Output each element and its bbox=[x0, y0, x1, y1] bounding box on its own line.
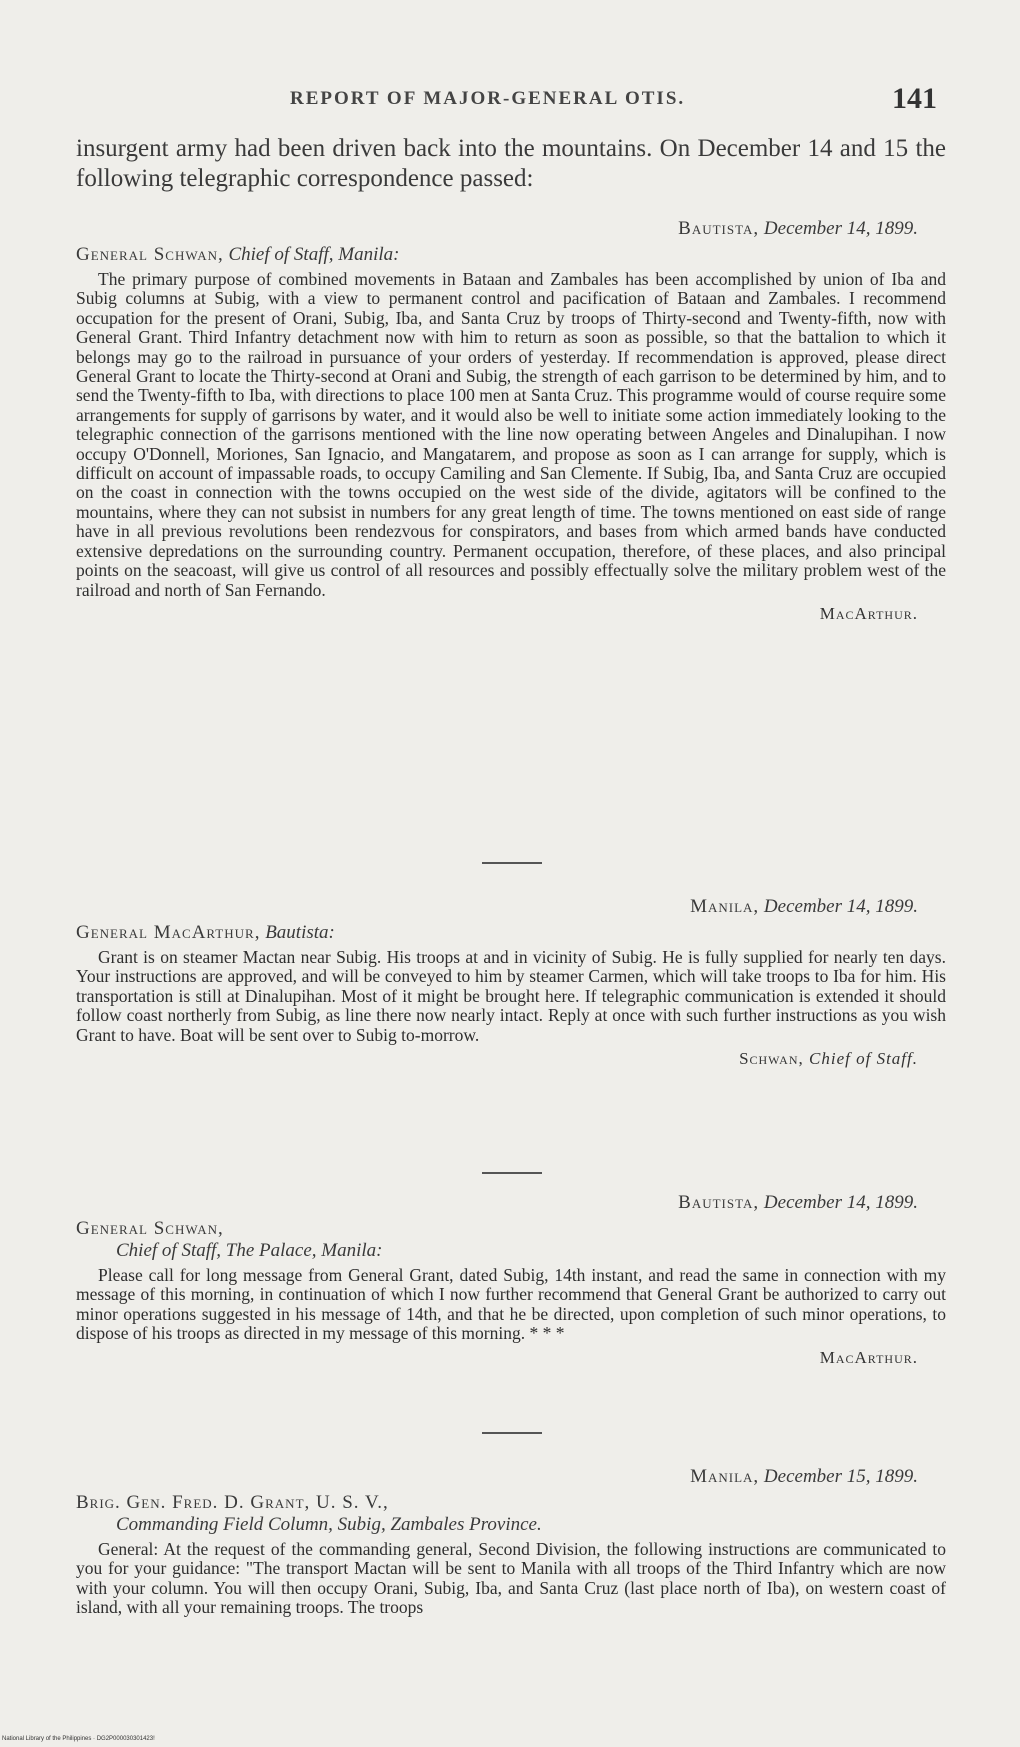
dateline-place: Bautista, bbox=[678, 218, 760, 239]
dateline bbox=[76, 218, 918, 240]
addressee-title: Bautista: bbox=[265, 922, 335, 943]
addressee-name: Brig. Gen. Fred. D. Grant, U. S. V., bbox=[76, 1492, 389, 1513]
archive-footer-id: National Library of the Philippines · DG2P000030301423! bbox=[2, 1736, 155, 1742]
dateline-date: December 15, 1899. bbox=[763, 1466, 918, 1487]
signature bbox=[76, 1049, 918, 1069]
addressee-title: Commanding Field Column, Subig, Zambales Province. bbox=[116, 1514, 542, 1535]
signature bbox=[76, 604, 918, 624]
signature-name: Schwan, bbox=[739, 1049, 804, 1069]
running-title: REPORT OF MAJOR-GENERAL OTIS. bbox=[290, 88, 686, 109]
dateline-date: December 14, 1899. bbox=[763, 896, 918, 917]
dateline bbox=[76, 1466, 918, 1488]
telegram-body: General: At the request of the commanding general, Second Division, the following instructions are communicated to you for your guidance: "The transport Mactan will be sent to Manila with all troops of the Third Infantry which are now with your column. You will then occupy Orani, Subig, Iba, and Santa Cruz (last place north of Iba), on western coast of island, with all your remaining troops. The troops bbox=[76, 1539, 946, 1618]
signature-title: Chief of Staff. bbox=[809, 1049, 918, 1069]
lead-paragraph: insurgent army had been driven back into the mountains. On December 14 and 15 the following telegraphic correspondence passed: bbox=[76, 135, 946, 192]
telegram-3 bbox=[76, 1192, 946, 1368]
divider-rule bbox=[482, 1432, 542, 1434]
dateline-place: Manila, bbox=[690, 896, 760, 917]
page-number: 141 bbox=[892, 82, 937, 115]
addressee bbox=[76, 1492, 946, 1514]
addressee bbox=[76, 244, 946, 266]
signature-name: MacArthur. bbox=[819, 1347, 918, 1367]
dateline-place: Bautista, bbox=[678, 1192, 760, 1213]
dateline-date: December 14, 1899. bbox=[763, 1192, 918, 1213]
divider-rule bbox=[482, 1172, 542, 1174]
addressee bbox=[76, 1218, 946, 1240]
telegram-body: Grant is on steamer Mactan near Subig. His troops at and in vicinity of Subig. He is fully supplied for nearly ten days. Your instructions are approved, and will be conveyed to him by steamer Carmen, which will take troops to Iba for him. His transportation is still at Dinalupihan. Most of it might be brought here. If telegraphic communication is extended it should follow coast northerly from Subig, as line there now nearly intact. Reply at once with such further instructions as you wish Grant to have. Boat will be sent over to Subig to-morrow. bbox=[76, 947, 946, 1045]
signature-name: MacArthur. bbox=[819, 603, 918, 623]
addressee-title: Chief of Staff, Manila: bbox=[228, 244, 400, 265]
addressee-name: General Schwan, bbox=[76, 244, 224, 265]
telegram-4 bbox=[76, 1466, 946, 1618]
telegram-body: Please call for long message from General Grant, dated Subig, 14th instant, and read the same in connection with my message of this morning, in continuation of which I now further recommend that General Grant be authorized to carry out minor operations suggested in his message of 14th, and that he be directed, upon completion of such minor operations, to dispose of his troops as directed in my message of this morning. * * * bbox=[76, 1265, 946, 1344]
telegram-1 bbox=[76, 218, 946, 624]
divider-rule bbox=[482, 862, 542, 864]
dateline-date: December 14, 1899. bbox=[763, 218, 918, 239]
addressee-name: General MacArthur, bbox=[76, 922, 261, 943]
dateline bbox=[76, 896, 918, 918]
running-head bbox=[0, 82, 1020, 122]
telegram-2 bbox=[76, 896, 946, 1069]
addressee-title: Chief of Staff, The Palace, Manila: bbox=[116, 1240, 383, 1261]
addressee bbox=[76, 922, 946, 944]
telegram-body: The primary purpose of combined movements in Bataan and Zambales has been accomplished by union of Iba and Subig columns at Subig, with a view to permanent control and pacification of Bataan and Zambales. I recommend occupation for the present of Orani, Subig, Iba, and Santa Cruz by troops of Thirty-second and Twenty-fifth, now with General Grant. Third Infantry detachment now with him to return as soon as possible, so that the battalion to which it belongs may go to the railroad in pursuance of your orders of yesterday. If recommendation is approved, please direct General Grant to locate the Thirty-second at Orani and Subig, the strength of each garrison to be determined by him, and to send the Twenty-fifth to Iba, with directions to place 100 men at Santa Cruz. This programme would of course require some arrangements for supply of garrisons by water, and it would also be well to initiate some action immediately looking to the telegraphic connection of the garrisons mentioned with the line now operating between Angeles and Dinalupihan. I now occupy O'Donnell, Moriones, San Ignacio, and Mangatarem, and propose as soon as I can arrange for supply, which is difficult on account of impassable roads, to occupy Camiling and San Clemente. If Subig, Iba, and Santa Cruz are occupied on the coast in connection with the towns occupied on the west side of the divide, agitators will be confined to the mountains, where they can not subsist in numbers for any great length of time. The towns mentioned on east side of range have in all previous revolutions been rendezvous for conspirators, and bases from which armed bands have conducted extensive depredations on the surrounding country. Permanent occupation, therefore, of these places, and also principal points on the seacoast, will give us control of all resources and possibly effectually solve the military problem west of the railroad and north of San Fernando. bbox=[76, 269, 946, 600]
dateline-place: Manila, bbox=[690, 1466, 760, 1487]
addressee-name: General Schwan, bbox=[76, 1218, 224, 1239]
dateline bbox=[76, 1192, 918, 1214]
signature bbox=[76, 1348, 918, 1368]
